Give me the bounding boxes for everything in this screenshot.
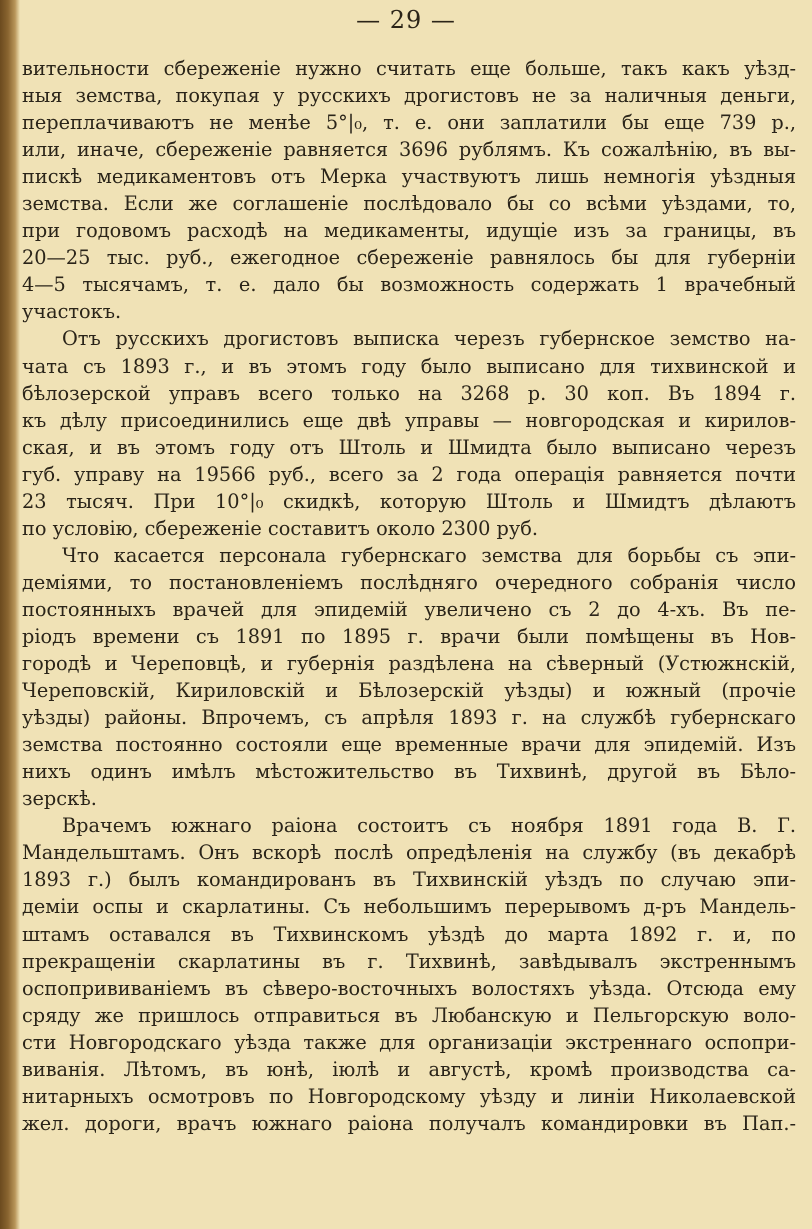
text-line: вительности сбереженіе нужно считать еще больше, такъ какъ уѣзд- <box>22 57 796 80</box>
text-line: ская, и въ этомъ году отъ Штоль и Шмидта было выписано черезъ <box>22 435 796 459</box>
text-line: оспопрививаніемъ въ сѣверо-восточныхъ волостяхъ уѣзда. Отсюда ему <box>22 976 796 1000</box>
text-line: участокъ. <box>22 300 122 324</box>
text-line: деміями, то постановленіемъ послѣдняго очередного собранія число <box>22 570 796 594</box>
book-spine-shadow <box>0 0 20 1229</box>
text-line: штамъ оставался въ Тихвинскомъ уѣздѣ до марта 1892 г. и, по <box>22 922 796 946</box>
text-line: при годовомъ расходѣ на медикаменты, идущіе изъ за границы, въ <box>22 219 796 243</box>
text-line: бѣлозерской управъ всего только на 3268 р. 30 коп. Въ 1894 г. <box>22 381 796 405</box>
text-line: губ. управу на 19566 руб., всего за 2 года операція равняется почти <box>22 462 796 486</box>
text-line: нитарныхъ осмотровъ по Новгородскому уѣзду и линіи Николаевской <box>22 1084 796 1108</box>
text-line: Череповскій, Кириловскій и Бѣлозерскій уѣзды) и южный (прочіе <box>22 679 796 703</box>
text-line: городѣ и Череповцѣ, и губернія раздѣлена на сѣверный (Устюжнскій, <box>22 652 796 676</box>
text-line: пискѣ медикаментовъ отъ Мерка участвуютъ лишь немногія уѣздныя <box>22 165 796 189</box>
text-line: земства постоянно состояли еще временные врачи для эпидемій. Изъ <box>22 733 796 757</box>
text-line: 23 тысяч. При 10°|₀ скидкѣ, которую Штоль и Шмидтъ дѣлаютъ <box>22 489 796 513</box>
text-line: деміи оспы и скарлатины. Съ небольшимъ перерывомъ д-ръ Мандель- <box>22 895 796 919</box>
text-line: къ дѣлу присоединились еще двѣ управы — новгородская и кирилов- <box>22 408 796 432</box>
text-line: Что касается персонала губернскаго земства для борьбы съ эпи- <box>62 543 796 567</box>
body-text <box>22 55 796 1137</box>
text-line: по условію, сбереженіе составитъ около 2300 руб. <box>22 516 538 540</box>
text-line: земства. Если же соглашеніе послѣдовало бы со всѣми уѣздами, то, <box>22 192 796 216</box>
text-line: 1893 г.) былъ командированъ въ Тихвинскій уѣздъ по случаю эпи- <box>22 868 796 892</box>
text-line: Мандельштамъ. Онъ вскорѣ послѣ опредѣленія на службу (въ декабрѣ <box>22 841 796 865</box>
text-line: уѣзды) районы. Впрочемъ, съ апрѣля 1893 г. на службѣ губернскаго <box>22 706 796 730</box>
text-line: сти Новгородскаго уѣзда также для организаціи экстреннаго оспопри- <box>22 1030 796 1054</box>
text-line: нихъ одинъ имѣлъ мѣстожительство въ Тихвинѣ, другой въ Бѣло- <box>22 760 796 784</box>
text-line: Отъ русскихъ дрогистовъ выписка черезъ губернское земство на- <box>62 327 796 351</box>
text-line: 4—5 тысячамъ, т. е. дало бы возможность содержать 1 врачебный <box>22 273 796 297</box>
text-line: переплачиваютъ не менѣе 5°|₀, т. е. они заплатили бы еще 739 р., <box>22 111 796 135</box>
text-line: прекращеніи скарлатины въ г. Тихвинѣ, завѣдывалъ экстреннымъ <box>22 949 796 973</box>
text-line: виванія. Лѣтомъ, въ юнѣ, іюлѣ и августѣ, кромѣ производства са- <box>22 1057 796 1081</box>
page-number: — 29 — <box>356 6 456 34</box>
text-line: чата съ 1893 г., и въ этомъ году было выписано для тихвинской и <box>22 354 796 378</box>
text-line: ріодъ времени съ 1891 по 1895 г. врачи были помѣщены въ Нов- <box>22 624 796 648</box>
text-line: зерскѣ. <box>22 787 97 811</box>
text-line: или, иначе, сбереженіе равняется 3696 рублямъ. Къ сожалѣнію, въ вы- <box>22 138 796 162</box>
text-line: ныя земства, покупая у русскихъ дрогистовъ не за наличныя деньги, <box>22 84 796 108</box>
text-line: сряду же пришлось отправиться въ Любанскую и Пельгорскую воло- <box>22 1003 796 1027</box>
text-line: постоянныхъ врачей для эпидемій увеличено съ 2 до 4-хъ. Въ пе- <box>22 597 796 621</box>
text-line: жел. дороги, врачъ южнаго раіона получалъ командировки въ Пап.- <box>22 1111 796 1135</box>
text-line: 20—25 тыс. руб., ежегодное сбереженіе равнялось бы для губерніи <box>22 246 796 270</box>
text-line: Врачемъ южнаго раіона состоитъ съ ноября 1891 года В. Г. <box>62 814 796 838</box>
